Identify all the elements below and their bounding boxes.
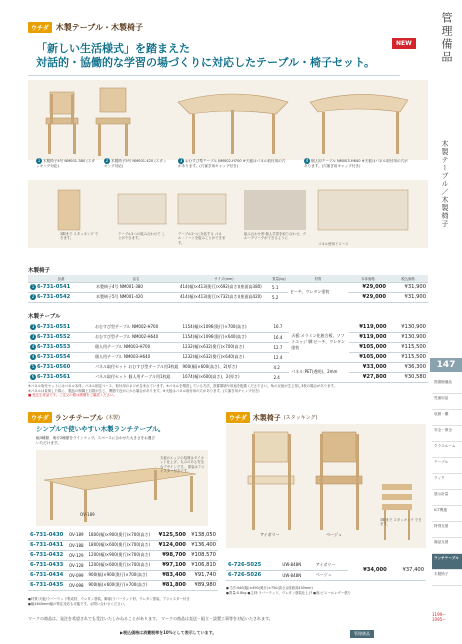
stack-chair-title: 木製椅子: [252, 413, 281, 422]
row-number: 4: [31, 354, 35, 359]
footnote: ■ 受注生産品です。ご注文の際は納期をご確認ください。: [28, 393, 117, 398]
page-number: 147: [430, 358, 462, 372]
product-price: ¥81,800: [155, 580, 188, 590]
product-tax-price: ¥36,300: [388, 362, 428, 372]
sidebar-fr-notes: [432, 612, 446, 622]
stack-chair-notes: [226, 586, 426, 595]
sidebar-item[interactable]: ICT関連: [432, 506, 462, 522]
code-text: 6-731-0553: [37, 344, 71, 350]
product-price: ¥105,000: [349, 352, 389, 362]
table-row: [28, 352, 428, 362]
product-code: [28, 332, 93, 342]
catch-copy-line2: 対話的・協働的な学習の場づくりに対応したテーブル・椅子セット。: [36, 56, 376, 69]
product-code: [28, 352, 93, 362]
product-tax-price: ¥91,740: [188, 570, 218, 580]
table-row: [28, 322, 428, 332]
lunch-title-suffix: (木製): [106, 415, 120, 421]
table-row: [226, 560, 426, 570]
brand-logo: ウチダ: [28, 412, 52, 423]
product-price: ¥29,000: [348, 292, 388, 302]
product-name: UW-848N: [280, 560, 313, 570]
sidebar-item[interactable]: テーブル: [432, 458, 462, 474]
product-name: UW-848N: [280, 570, 313, 580]
product-price: ¥29,000: [348, 282, 388, 292]
product-name: OV-129: [67, 550, 87, 560]
product-name: 木製椅子4号 NM001-380: [94, 282, 178, 292]
product-weight: 16.7: [271, 322, 289, 332]
product-code: 6-731-0432: [28, 550, 67, 560]
row-number: 1: [31, 284, 35, 289]
caption-text: 木製椅子4号 NM001-380 (スタッキング対応): [36, 159, 95, 168]
note: ●質量:5.8kg ●主材:ラバーウッド、ウレタン塗装仕上げ ●座:ビニールレザー張り: [226, 590, 352, 595]
product-tax-price: ¥106,810: [188, 560, 218, 570]
lunch-header: [28, 412, 120, 423]
product-material: 天板:メラミン化粧合板、ソフトエッジ 脚:ビーチ、ウレタン塗装: [289, 322, 349, 362]
brand-logo: ウチダ: [28, 22, 52, 33]
note-layout: 組み合わせ例 個人学習を取り合わせ、グループワークができるように: [244, 232, 307, 241]
product-size: 1154(幅)×1096(奥行)×700(高さ): [181, 322, 272, 332]
chair-4-illustration: [46, 92, 78, 154]
product-color: アイボリー: [314, 560, 349, 570]
product-name: 木製椅子5号 NM001-420: [94, 292, 178, 302]
product-weight: 16.4: [271, 332, 289, 342]
product-size: 1154(幅)×1096(奥行)×640(高さ): [181, 332, 272, 342]
product-weight: 5.1: [270, 282, 288, 292]
note-combo: テーブル2つの組み合わせで ことができます。: [118, 232, 166, 241]
code-text: 6-731-0554: [37, 354, 71, 360]
table-row: [28, 540, 218, 550]
product-tax-price: ¥130,900: [388, 322, 428, 332]
product-code: [28, 282, 94, 292]
row-number: 2: [31, 294, 35, 299]
table-row: [28, 292, 428, 302]
row-number: 5: [31, 364, 35, 369]
caption-triangle-table: [178, 158, 288, 169]
panel-material: パネル:PET(透明)、2mm: [289, 362, 349, 382]
product-price: ¥119,000: [349, 322, 389, 332]
note-panel: テーブル2つに対応する パネル・ノートを組みことができます。: [178, 232, 226, 245]
lunch-photo-note: 天板のエッジの処理はダイカット仕上げ、丸みのある安全なデザインです。 塗装はアジャスター付きです。: [160, 456, 205, 474]
sidebar-item-active[interactable]: ランチテーブル: [432, 554, 462, 570]
product-price: ¥83,400: [155, 570, 188, 580]
product-material: ビーチ、ウレタン塗装: [288, 282, 348, 302]
product-code: [28, 342, 93, 352]
chair-ivory-illustration: [248, 432, 294, 530]
caption-text: おむすび型テーブル NM002-H700 ※天板はパネル取付用の穴があります。(穴塞ぎ用キャップ付き): [178, 159, 286, 168]
lunch-title: ランチテーブル: [54, 413, 104, 422]
product-name: 個人用テーブル NM003-H640: [93, 352, 180, 362]
product-name: OV-099: [67, 570, 87, 580]
sidebar-item[interactable]: 児童用品: [432, 394, 462, 410]
catch-copy-line1: 「新しい生活様式」を踏まえた: [36, 42, 190, 55]
product-size: 1200(幅)×900(奥行)×700(高さ): [86, 550, 155, 560]
product-name: パネル取付セット 個人用テーブル用1枚組: [93, 372, 180, 382]
lunch-photo-label: OV-189: [80, 512, 95, 517]
product-size: 1800(幅)×900(奥行)×700(高さ): [86, 530, 155, 540]
product-weight: 5.2: [270, 292, 288, 302]
product-tax-price: ¥138,050: [188, 530, 218, 540]
product-tax-price: ¥115,500: [388, 342, 428, 352]
product-price: ¥124,000: [155, 540, 188, 550]
table-row: [28, 362, 428, 372]
individual-table-illustration: [310, 94, 408, 154]
code-text: 6-731-0551: [37, 323, 71, 330]
table-row: [28, 530, 218, 540]
product-tax-price: ¥30,580: [388, 372, 428, 382]
product-tax-price: ¥31,900: [388, 282, 428, 292]
brand-logo: ウチダ: [226, 412, 250, 423]
caption-number: 1: [37, 158, 41, 163]
product-tax-price: ¥37,400: [389, 560, 426, 580]
triangle-table-illustration: [178, 94, 288, 154]
category-title: 管理備品: [440, 12, 453, 64]
section-header: [28, 22, 143, 33]
code-text: 6-731-0561: [37, 374, 71, 380]
legend-text: マークの商品は、発注を希望されても受注いたしかねることがあります。: [28, 616, 160, 621]
code-text: 6-731-0560: [37, 364, 71, 370]
product-size: 900(幅)×600(高さ)、2(厚さ): [181, 362, 272, 372]
table-row: [28, 332, 428, 342]
row-number: 3: [31, 323, 35, 329]
product-code: 6-731-0430: [28, 530, 67, 540]
product-code: 6-726-5025: [226, 560, 280, 570]
chair-5-illustration: [96, 88, 130, 156]
product-size: 1232(幅)×632(奥行)×640(高さ): [181, 352, 272, 362]
table-header-row: [28, 275, 428, 282]
product-weight: 12.7: [271, 342, 289, 352]
caption-number: 4: [305, 158, 309, 163]
lunch-description: 幅3種類、奥行2種類をラインナップ。スペースに合わせた大きさをお選びいただけます。: [36, 436, 155, 445]
product-photo-row: [28, 80, 428, 160]
sidebar-item[interactable]: 木製椅子: [432, 570, 462, 586]
product-weight: 4.2: [271, 362, 289, 372]
product-name: OV-128: [67, 560, 87, 570]
table-row: [28, 342, 428, 352]
product-price: ¥97,100: [155, 560, 188, 570]
new-badge: NEW: [392, 38, 416, 49]
chair-label-beige: ベージュ: [326, 532, 342, 537]
th-name: 品名: [94, 275, 178, 282]
product-code: 6-731-0435: [28, 580, 67, 590]
tax-note: ▶税込価格は消費税率を10%として表示しています。: [120, 630, 217, 635]
product-name: 個人用テーブル NM003-H700: [93, 342, 180, 352]
tables-spec-table: [28, 322, 428, 383]
sidebar-item[interactable]: ラック: [432, 474, 462, 490]
row-number: 3: [31, 334, 35, 339]
product-tax-price: ¥136,400: [188, 540, 218, 550]
section-title: 木製テーブル・木製椅子: [55, 23, 143, 32]
product-tax-price: ¥31,900: [388, 292, 428, 302]
stack-chair-spec-table: [226, 560, 426, 581]
th-code: 品番: [28, 275, 94, 282]
note: ●寸法:440(幅)×490(奥行)×750(高さ)(座面高430mm): [226, 586, 313, 590]
caption-chair-4: [36, 158, 96, 169]
caption-text: 個人用テーブル NM003-H640 ※天板はパネル取付用の穴があります。(穴塞ぎ用キャップ付き): [304, 159, 408, 168]
product-price: ¥119,000: [349, 332, 389, 342]
sidebar-item[interactable]: 収納・棚: [432, 410, 462, 426]
note: ●幅1640mm幅の特注対応も可能です。お問い合わせください。: [28, 601, 128, 606]
caption-chair-5: [104, 158, 168, 169]
row-number: 4: [31, 344, 35, 349]
product-size: 1232(幅)×632(奥行)×700(高さ): [181, 342, 272, 352]
th-price: 本体価格: [348, 275, 388, 282]
table-row: [28, 550, 218, 560]
code-text: 6-731-0542: [37, 294, 71, 300]
product-code: [28, 362, 93, 372]
sidebar-item[interactable]: 安全・保全: [432, 426, 462, 442]
divider: [28, 75, 400, 76]
product-size: 1800(幅)×600(奥行)×700(高さ): [86, 540, 155, 550]
table-row: [28, 560, 218, 570]
product-size: 414(幅)×413(奥行)×692(高さ)(座面高380): [178, 282, 270, 292]
product-name: おむすび型テーブル NM002-H640: [93, 332, 180, 342]
caption-number: 3: [179, 158, 183, 163]
product-size: 1074(幅)×600(高さ)、2(厚さ): [181, 372, 272, 382]
product-name: パネル取付セット おむすび型テーブル用3枚組: [93, 362, 180, 372]
stack-chair-header: [226, 412, 317, 423]
product-price: ¥98,700: [155, 550, 188, 560]
product-weight: 12.4: [271, 352, 289, 362]
product-tax-price: ¥89,980: [188, 580, 218, 590]
sidebar-item[interactable]: 図書館備品: [432, 378, 462, 394]
product-color: ベージュ: [314, 570, 349, 580]
sidebar-item[interactable]: 備品支援: [432, 538, 462, 554]
product-code: [28, 322, 93, 332]
chair-label-ivory: アイボリー: [260, 532, 280, 537]
product-weight: 2.4: [271, 372, 289, 382]
stack-chair-title-suffix: (スタッキング): [283, 415, 318, 421]
chairs-spec-table: [28, 275, 428, 303]
table-row: [28, 570, 218, 580]
tables-section-title: 木製テーブル: [28, 314, 61, 320]
product-price: ¥27,800: [349, 372, 389, 382]
lunch-notes: [28, 597, 218, 606]
tables-footnotes: [28, 384, 428, 398]
product-code: 6-731-0431: [28, 540, 67, 550]
table-row: [28, 282, 428, 292]
product-price: ¥125,500: [155, 530, 188, 540]
product-tax-price: ¥130,900: [388, 332, 428, 342]
stacked-chairs-illustration: [382, 484, 412, 540]
sidebar-index: [432, 378, 462, 586]
caption-number: 2: [105, 158, 109, 163]
footnote: ※パネル取付セットにはパネル本体、パネル固定ベース、取付用のネジが含まれています。※パネルを増設している方法、設置環境や用途を配慮くださ下さい。角の反射が生じ得し3枚の場合があります。: [28, 384, 337, 388]
footnote: ※パネルは負荷した際に、製品の制御上目財が生じ、関節不良がにかる場合があります。※天板はパネル取付用の穴があります。(穴塞ぎ用キャップ付き): [28, 388, 260, 393]
chairs-section-title: 木製椅子: [28, 268, 51, 274]
product-price: ¥33,000: [349, 362, 389, 372]
product-tax-price: ¥108,570: [188, 550, 218, 560]
lunch-catch: シンプルで使いやすい木製ランチテーブル。: [36, 425, 165, 433]
th-material: 材質: [288, 275, 348, 282]
product-tax-price: ¥115,500: [388, 352, 428, 362]
th-weight: 質量(kg): [270, 275, 288, 282]
product-code: [28, 372, 93, 382]
stack-note: 3脚まで スタッキング できます。: [380, 518, 422, 527]
th-tax-price: 税込価格: [388, 275, 428, 282]
caption-individual-table: [304, 158, 410, 169]
note-stacking: 3脚まで スタッキング できます。: [60, 232, 99, 241]
product-price: ¥105,000: [349, 342, 389, 352]
table-row: [28, 372, 428, 382]
code-text: 6-731-0552: [37, 334, 71, 340]
product-code: 6-731-0433: [28, 560, 67, 570]
product-code: [28, 292, 94, 302]
th-size: サイズ(mm): [178, 275, 270, 282]
product-name: OV-189: [67, 530, 87, 540]
legend-text: マークの商品は直送・組立・設置工事等を対応いたされます。: [160, 616, 273, 621]
lunch-spec-table: [28, 530, 218, 591]
caption-text: 木製椅子5号 NM001-420 (スタッキング対応): [104, 159, 167, 168]
product-name: OV-098: [67, 580, 87, 590]
note-panel-image: パネル使用イメージ: [318, 242, 349, 246]
footer-tag: 管理備品: [350, 630, 374, 638]
row-number: 6: [31, 374, 35, 379]
product-price: ¥34,000: [348, 560, 388, 580]
product-code: 6-726-5026: [226, 570, 280, 580]
sidebar-item[interactable]: クラスルーム: [432, 442, 462, 458]
code-text: 6-731-0541: [37, 284, 71, 290]
chair-beige-illustration: [316, 432, 362, 530]
product-size: 414(幅)×413(奥行)×732(高さ)(座面高420): [178, 292, 270, 302]
product-code: 6-731-0434: [28, 570, 67, 580]
fr-note: 1095～: [432, 617, 447, 623]
product-name: OV-188: [67, 540, 87, 550]
product-size: 1200(幅)×600(奥行)×700(高さ): [86, 560, 155, 570]
sidebar-item[interactable]: 展示計量: [432, 490, 462, 506]
product-name: おむすび型テーブル NM002-H700: [93, 322, 180, 332]
note: ●材質:天板/ラバーウッド集成材、ウレタン塗装、脚部/ラバーウッド材、ウレタン塗装、アジャスター付き: [28, 597, 190, 601]
product-size: 900(幅)×600(奥行)×700(高さ): [86, 580, 155, 590]
product-size: 900(幅)×900(奥行)×700(高さ): [86, 570, 155, 580]
category-subtitle: 木製テーブル／木製椅子: [441, 140, 449, 228]
footer-legend: [28, 616, 358, 622]
fr-note: 1199～: [432, 612, 447, 617]
stack-chair-photo: [226, 424, 426, 548]
table-row: [28, 580, 218, 590]
sidebar-item[interactable]: 特別支援: [432, 522, 462, 538]
